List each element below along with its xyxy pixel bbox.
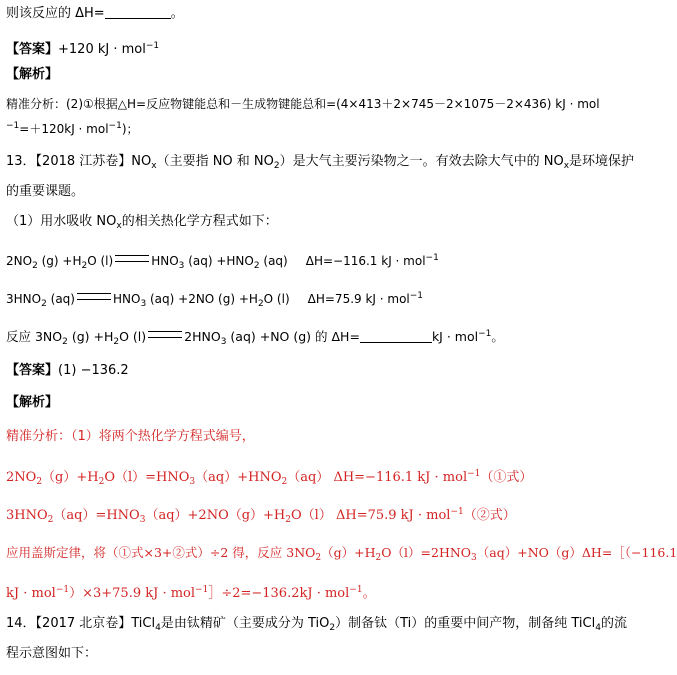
analysis-text: （aq）+NO（g）ΔH=［（−116.1 [476,545,677,560]
analysis-text: （g）+H [321,545,376,560]
equals-sign [148,331,182,338]
equation-text: (aq) +HNO [184,254,254,268]
subscript: 2 [41,299,47,309]
unit-exponent: −1 [450,507,464,517]
equation-text: 反应 3NO [6,329,63,344]
equation-text: O (l) [119,329,147,344]
subscript: 2 [98,477,105,487]
period: 。 [362,586,376,601]
analysis-line-2 [6,116,139,139]
question-text: ）制备钛（Ti）的重要中间产物，制备纯 TiCl [335,616,596,631]
question-14-line-2 [6,644,97,664]
question-13-line-1 [6,152,634,176]
equation-text: 式） [489,508,516,523]
analysis-result: =＋120kJ · mol [19,122,109,136]
analysis-text: 应用盖斯定律，将（①式×3+②式）÷2 得，反应 3NO [6,545,316,560]
analysis-exponent-2: −1 [108,121,122,131]
explanation-tag: 【解析】 [6,67,59,82]
equation-text: 3HNO [6,508,48,523]
subscript: 2 [47,515,54,525]
unit-exponent: −1 [425,253,439,263]
subscript: 2 [36,477,43,487]
subscript: 2 [32,261,38,271]
part-text: （1）用水吸收 NO [6,214,117,229]
unit-exponent: −1 [195,585,209,595]
subscript: 3 [178,261,185,271]
equation-text: （aq） ΔH=−116.1 kJ · mol [287,470,468,485]
red-equation-2 [6,502,516,530]
equals-sign [115,255,149,262]
subscript: 2 [113,337,120,347]
question-14-line-1 [6,614,627,638]
equation-text: HNO [112,292,141,306]
equation-text: O (l) [87,254,114,268]
answer-tag: 【答案】 [6,42,59,57]
red-result-line [6,580,376,604]
analysis-text: 精准分析：(2)①根据△H=反应物键能总和－生成物键能总和=(4×413＋2×745－2×1075－2×436) kJ · mol [6,97,600,111]
equation-1 [6,248,439,276]
period: 。 [170,6,184,21]
subscript: 4 [155,623,161,633]
subscript: 3 [220,337,227,347]
question-text: 是环境保护 [569,154,635,169]
subscript: 2 [273,161,280,171]
equation-text: HNO [151,254,179,268]
explanation-heading-1 [6,65,58,85]
enthalpy-value: ΔH=75.9 kJ · mol [307,292,410,306]
question-text: （主要指 NO 和 NO [156,154,274,169]
equation-text: (aq) +NO (g) 的 ΔH= [226,329,360,344]
unit-exponent: −1 [55,585,70,595]
subscript: 2 [257,299,264,309]
answer-value: +120 kJ · mol [58,42,146,57]
unit-exponent: −1 [349,585,363,595]
period: 。 [491,329,504,344]
answer-blank [105,4,171,19]
question-source: 【2017 北京卷】 [35,616,132,631]
answer-line-1 [6,36,159,60]
subscript: 2 [253,261,260,271]
question-source: 【2018 江苏卷】 [35,154,132,169]
equation-text: 2NO [6,254,33,268]
equation-text: （aq）+2NO（g）+H [145,508,286,523]
equation-text: O（l）=HNO [104,470,190,485]
equation-text: （ [463,508,477,523]
subscript: 4 [595,623,601,633]
part-text: 的相关热化学方程式如下： [121,214,278,229]
equation-text: （ [480,470,494,485]
analysis-text: 精准分析：（1）将两个热化学方程式编号， [6,429,255,444]
question-tail-line [6,4,184,24]
subscript: 3 [139,515,146,525]
subscript: x [563,161,570,171]
question-13-line-2 [6,182,84,202]
analysis-end: )； [121,122,139,136]
analysis-line-1 [6,94,600,114]
subscript: 2 [62,337,68,347]
unit-exponent: −1 [409,291,424,301]
red-equation-1 [6,464,532,492]
subscript: 2 [285,515,292,525]
equation-text: O (l) [263,292,290,306]
question-number: 13． [6,154,36,169]
question-text: ）是大气主要污染物之一。有效去除大气中的 NO [279,154,564,169]
equation-3-question [6,324,504,352]
question-text: 的重要课题。 [6,184,85,199]
equation-text: 式） [506,470,533,485]
question-number: 14． [6,616,36,631]
equation-text: 2HNO [184,329,221,344]
equation-text: (g) +H [67,329,114,344]
unit-exponent: −1 [478,329,492,339]
equation-text: （aq）=HNO [53,508,140,523]
enthalpy-value: ΔH=−116.1 kJ · mol [305,254,426,268]
equation-text: （g）+H [42,470,99,485]
unit-exponent: −1 [467,469,481,479]
explanation-heading-2 [6,393,58,413]
equals-sign [77,293,111,300]
subscript: x [116,221,122,231]
answer-unit-exponent: −1 [145,41,160,51]
analysis-text: kJ · mol [6,586,56,601]
analysis-text: O（l）=2HNO [381,545,472,560]
question-text: 是由钛精矿（主要成分为 TiO [160,616,330,631]
answer-blank [360,328,432,343]
equation-text: (aq) [259,254,288,268]
explanation-tag: 【解析】 [6,395,59,410]
equation-text: 2NO [6,470,37,485]
subscript: 2 [81,261,88,271]
subscript: 2 [329,623,336,633]
question-text: 的流 [600,616,627,631]
subscript: 3 [471,553,477,563]
subscript: 2 [315,553,322,563]
analysis-text: ］÷2=−136.2kJ · mol [208,586,350,601]
circled-number: ② [476,508,490,523]
equation-text: 3HNO [6,292,42,306]
equation-2 [6,286,423,314]
subscript: 3 [189,477,196,487]
answer-tag: 【答案】 [6,363,59,378]
equation-text: (aq) +2NO (g) +H [146,292,258,306]
question-13-part-1 [6,212,278,236]
subscript: 2 [281,477,288,487]
delta-h-prompt: 则该反应的 ΔH= [6,6,105,21]
answer-line-2 [6,361,129,381]
subscript: x [151,161,157,171]
red-analysis-line-1 [6,427,255,447]
subscript: 2 [375,553,382,563]
subscript: 3 [140,299,147,309]
formula-text: TiCl [131,616,156,631]
red-hess-line [6,543,677,568]
circled-number: ① [493,470,507,485]
equation-text: （aq）+HNO [195,470,282,485]
formula-text: NO [131,154,152,169]
equation-text: (aq) [46,292,75,306]
unit-text: kJ · mol [431,329,479,344]
equation-text: (g) +H [37,254,82,268]
analysis-exponent: −1 [6,121,20,131]
equation-text: O（l） ΔH=75.9 kJ · mol [291,508,451,523]
answer-value: (1) −136.2 [58,363,129,378]
analysis-text: ）×3+75.9 kJ · mol [69,586,196,601]
question-text: 程示意图如下： [6,646,98,661]
